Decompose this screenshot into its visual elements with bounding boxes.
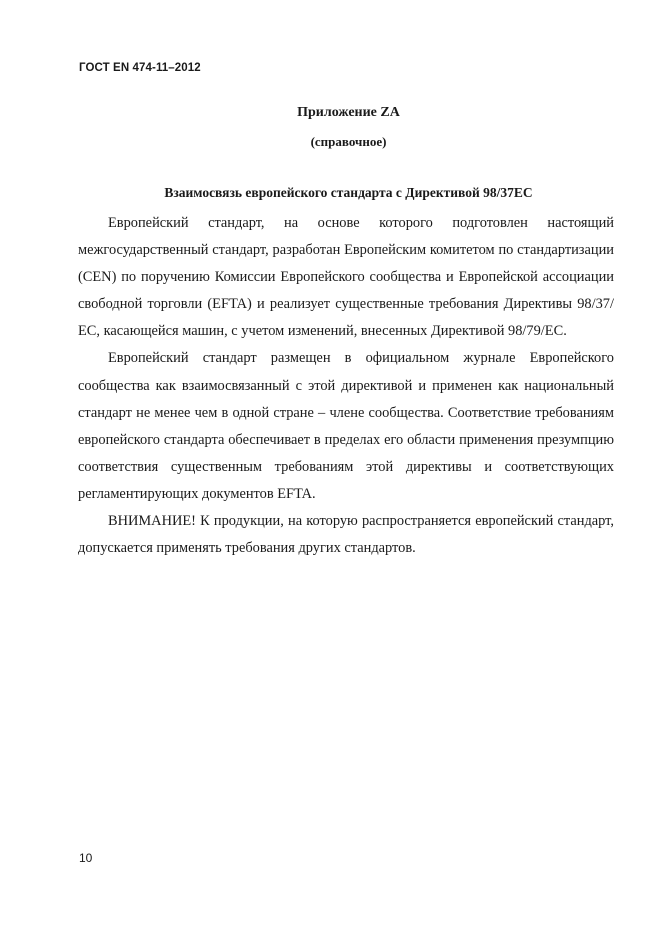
annex-title: Приложение ZA xyxy=(297,105,400,120)
document-code: ГОСТ EN 474-11–2012 xyxy=(79,62,201,74)
paragraph-1: Европейский стандарт, на основе которого подготовлен настоящий межгосударственный стандарт, разработан Европейским комитетом по стандартизации (CEN) по поручению Комиссии Европейского сообщества и Европейской ассоциации свободной торговли (EFTA) и реализует существенные требования Директивы 98/37/ЕС, касающейся машин, с учетом изменений, внесенных Директивой 98/79/ЕС. xyxy=(78,215,614,340)
page-number: 10 xyxy=(79,851,93,865)
paragraph-2: Европейский стандарт размещен в официальном журнале Европейского сообщества как взаимосвязанный с этой директивой и применен как национальный стандарт не менее чем в одной стране – члене сообщества. Соответствие требованиям европейского стандарта обеспечивает в пределах его области применения презумпцию соответствия существенным требованиям этой директивы и соответствующих регламентирующих документов EFTA. xyxy=(78,350,614,502)
section-heading: Взаимосвязь европейского стандарта с Директивой 98/37ЕС xyxy=(164,185,533,200)
paragraph-3: ВНИМАНИЕ! К продукции, на которую распространяется европейский стандарт, допускается применять требования других стандартов. xyxy=(78,513,614,557)
annex-status: (справочное) xyxy=(310,134,387,149)
body-text xyxy=(78,210,614,562)
